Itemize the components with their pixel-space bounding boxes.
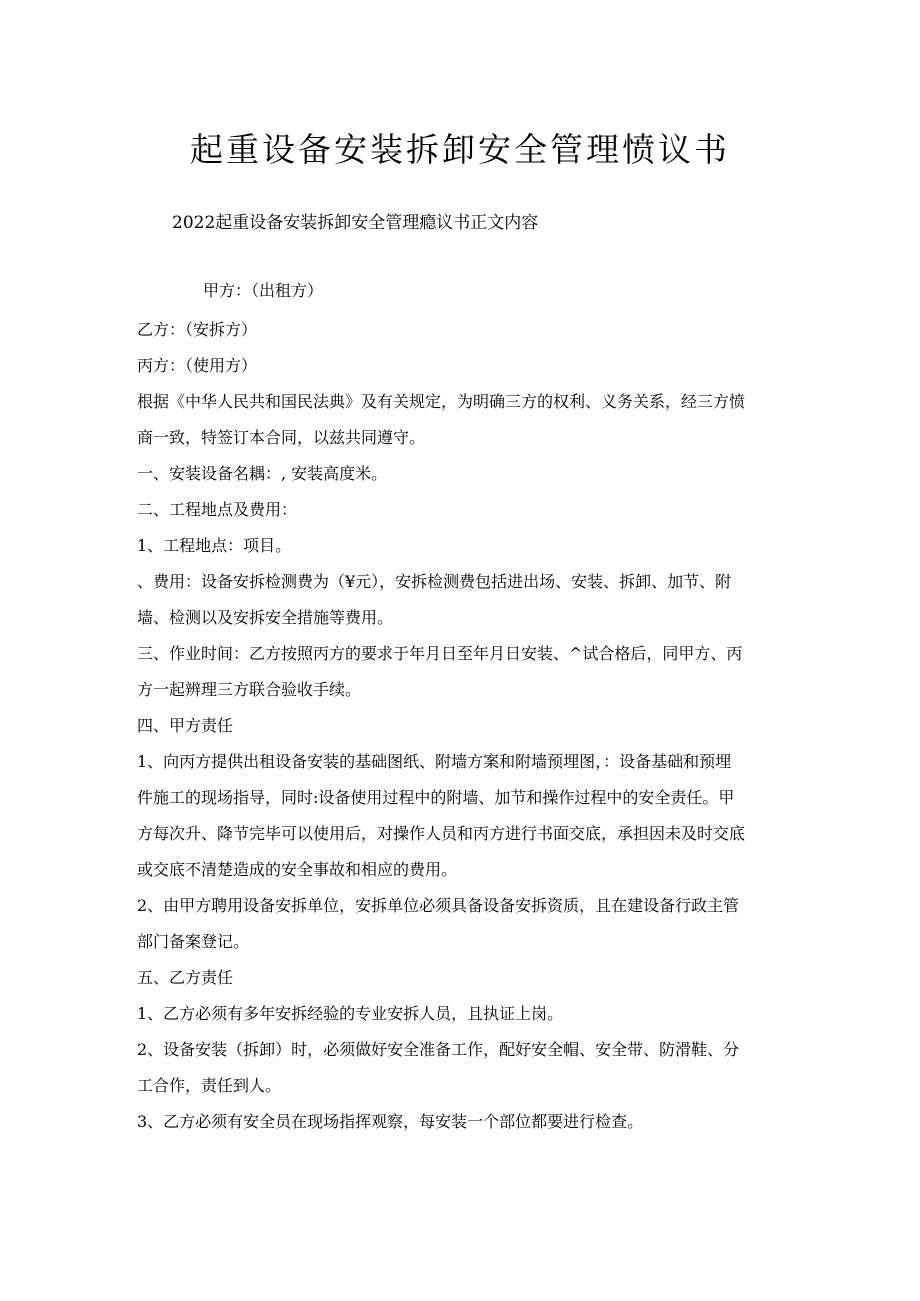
document-body	[137, 312, 787, 1140]
paragraph-line: 2、由甲方聘用设备安拆单位，安拆单位必须具备设备安拆资质，且在建设备行政主管	[137, 896, 740, 915]
paragraph-line: 1、工程地点：项目。	[137, 536, 292, 555]
paragraph-line: 乙方：（安拆方）	[137, 320, 258, 339]
paragraph-line: 丙方：（使用方）	[137, 356, 258, 375]
paragraph-line: 二、工程地点及费用：	[137, 500, 298, 519]
paragraph	[137, 1032, 787, 1104]
paragraph	[137, 744, 787, 888]
document-subtitle: 2022起重设备安装拆卸安全管理瘾议书正文内容	[172, 213, 539, 233]
paragraph	[137, 528, 787, 564]
paragraph-line: 或交底不清楚造成的安全事故和相应的费用。	[137, 860, 458, 879]
paragraph-line: 方一起辨理三方联合验收手续。	[137, 680, 362, 699]
paragraph-line: 、费用：设备安拆检测费为（¥元），安拆检测费包括进出场、安装、拆卸、加节、附	[137, 572, 732, 591]
paragraph-line: 墙、检测以及安拆安全措施等费用。	[137, 608, 394, 627]
paragraph	[137, 708, 787, 744]
paragraph-line: 商一致，特签订本合同，以兹共同遵守。	[137, 428, 426, 447]
paragraph	[137, 348, 787, 384]
document-title: 起重设备安装拆卸安全管理愤议书	[190, 130, 730, 169]
paragraph-line: 件施工的现场指导，同时:设备使用过程中的附墙、加节和操作过程中的安全责任。甲	[137, 788, 735, 807]
paragraph	[137, 312, 787, 348]
paragraph-line: 1、向丙方提供出租设备安装的基础图纸、附墙方案和附墙预埋图，：设备基础和预埋	[137, 752, 732, 771]
paragraph-line: 四、甲方责任	[137, 716, 234, 735]
paragraph	[137, 1104, 787, 1140]
paragraph-line: 五、乙方责任	[137, 968, 234, 987]
paragraph-line: 一、安装设备名耦：, 安装高度米。	[137, 464, 388, 483]
paragraph-line: 1、乙方必须有多年安拆经验的专业安拆人员，且执证上岗。	[137, 1004, 564, 1023]
paragraph	[137, 456, 787, 492]
paragraph	[137, 492, 787, 528]
paragraph	[137, 888, 787, 960]
party-a-line: 甲方：（出租方）	[203, 281, 324, 300]
paragraph-line: 工合作，责任到人。	[137, 1076, 282, 1095]
paragraph	[137, 960, 787, 996]
paragraph	[137, 384, 787, 456]
paragraph-line: 方每次升、降节完毕可以使用后，对操作人员和丙方进行书面交底，承担因未及时交底	[137, 824, 746, 843]
paragraph	[137, 636, 787, 708]
paragraph-line: 2、设备安装（拆卸）时，必须做好安全准备工作，配好安全帽、安全带、防滑鞋、分	[137, 1040, 740, 1059]
paragraph-line: 三、作业时间：乙方按照丙方的要求于年月日至年月日安装、^试合格后，同甲方、丙	[137, 644, 743, 663]
paragraph-line: 3、乙方必须有安全员在现场指挥观察，每安装一个部位都要进行检查。	[137, 1112, 644, 1131]
paragraph-line: 根据《中华人民共和国民法典》及有关规定，为明确三方的权利、义务关系，经三方愤	[137, 392, 746, 411]
paragraph-line: 部门备案登记。	[137, 932, 250, 951]
paragraph	[137, 564, 787, 636]
paragraph	[137, 996, 787, 1032]
